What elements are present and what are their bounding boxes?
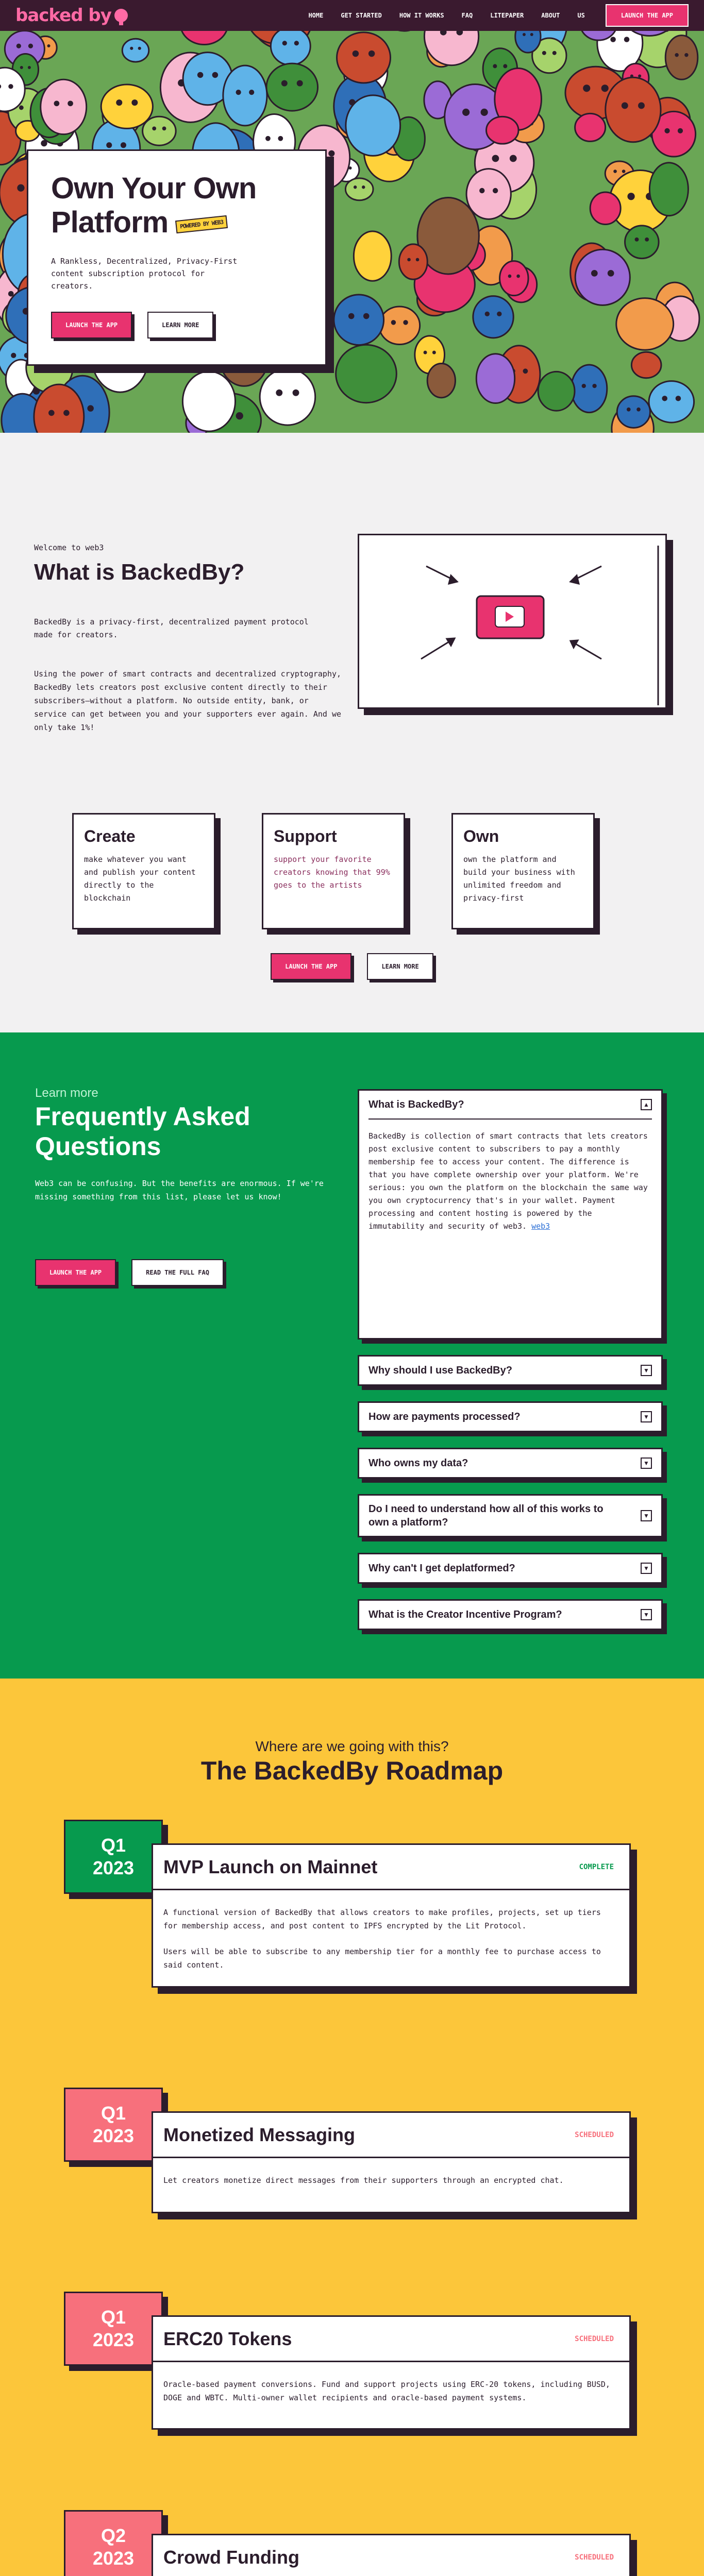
character-eye [19, 106, 24, 110]
quarter-badge [64, 2088, 163, 2162]
character-shape [271, 27, 310, 65]
character-shape [266, 63, 318, 111]
character-eye [608, 270, 614, 277]
milestone-title: Crowd Funding [163, 2546, 299, 2568]
feature-support [262, 813, 405, 929]
nav-home[interactable]: HOME [308, 12, 324, 19]
top-nav [0, 0, 704, 31]
about-section [0, 433, 704, 1032]
faq-item[interactable] [358, 1089, 663, 1340]
character-eye [106, 142, 112, 148]
character-eye [68, 100, 73, 106]
nav-get-started[interactable]: GET STARTED [341, 12, 382, 19]
character-shape [606, 77, 661, 142]
character-shape [575, 249, 630, 305]
character-shape [427, 364, 455, 398]
faq-answer-text: BackedBy is collection of smart contracts that lets creators post exclusive content to subscribers to pay a monthly membership fee to access your content. The difference is that you have complete ownership over your platform. We're serious: you own the platform on the blockchain the same way you own cryptocurrency that's in your wallet. Payment processing and content hosting is powered by the immutability and security of web3. [368, 1131, 648, 1231]
feature-create [72, 813, 215, 929]
faq-item[interactable] [358, 1494, 663, 1537]
milestone-text: A functional version of BackedBy that allows creators to make profiles, projects, set up tiers for membership access, and post content to IPFS encrypted by the Lit Protocol. [163, 1908, 601, 1930]
logo-text: backed by [15, 5, 111, 26]
character-eye [197, 72, 204, 78]
about-eyebrow: Welcome to web3 [34, 543, 104, 552]
character-eye [583, 84, 590, 92]
status-badge: SCHEDULED [575, 2130, 614, 2139]
year-label: 2023 [92, 2329, 135, 2350]
about-learn-more-button[interactable]: LEARN MORE [367, 953, 433, 980]
character-eye [493, 188, 498, 193]
milestone-card [152, 2534, 631, 2576]
character-eye [236, 90, 241, 95]
year-label: 2023 [92, 2548, 135, 2569]
milestone-title: MVP Launch on Mainnet [163, 1856, 378, 1877]
character-eye [462, 109, 470, 116]
milestone-text-2: Users will be able to subscribe to any membership tier for a monthly fee to purchase access to said content. [163, 1947, 601, 1970]
quarter-label: Q1 [100, 1835, 126, 1856]
hero-title [51, 172, 303, 240]
character-shape [616, 298, 674, 350]
feature-own [451, 813, 595, 929]
character-eye [503, 64, 507, 68]
character-shape [41, 79, 87, 134]
character-eye [684, 53, 689, 57]
character-eye [424, 351, 427, 354]
faq-item[interactable] [358, 1448, 663, 1479]
faq-question: Do I need to understand how all of this works to own a platform? [368, 1503, 604, 1528]
character-eye [552, 51, 557, 55]
web3-badge: POWERED BY WEB3 [175, 215, 228, 233]
feature-text: make whatever you want and publish your content directly to the blockchain [84, 855, 196, 903]
character-eye [20, 66, 23, 69]
character-eye [610, 37, 616, 42]
faq-launch-button[interactable]: LAUNCH THE APP [35, 1259, 116, 1286]
character-eye [276, 389, 282, 396]
faq-question: Why should I use BackedBy? [368, 1364, 512, 1376]
chevron-down-icon[interactable]: ▼ [641, 1458, 652, 1469]
character-shape [572, 365, 607, 413]
character-shape [466, 169, 511, 219]
character-eye [48, 410, 55, 416]
feature-text: own the platform and build your business with unlimited freedom and privacy-first [463, 855, 575, 903]
character-shape [334, 295, 384, 345]
faq-read-full-button[interactable]: READ THE FULL FAQ [131, 1259, 224, 1286]
character-shape [354, 231, 391, 281]
milestone-text: Let creators monetize direct messages from their supporters through an encrypted chat. [163, 2176, 564, 2185]
faq-item[interactable] [358, 1553, 663, 1584]
faq-eyebrow: Learn more [35, 1086, 98, 1100]
hero-section [0, 0, 704, 433]
status-badge: COMPLETE [579, 1862, 614, 1871]
character-eye [497, 312, 501, 316]
character-eye [63, 410, 70, 416]
milestone-text: Oracle-based payment conversions. Fund and support projects using ERC-20 tokens, including BUSD, DOGE and WBTC. Multi-owner wallet recipients and oracle-based payment systems. [163, 2380, 610, 2402]
chevron-down-icon[interactable]: ▼ [641, 1609, 652, 1620]
character-eye [638, 103, 645, 109]
character-shape [476, 354, 514, 403]
character-eye [627, 193, 634, 200]
quarter-badge [64, 1820, 163, 1894]
character-eye [8, 84, 13, 89]
character-eye [87, 405, 93, 411]
faq-question: How are payments processed? [368, 1411, 521, 1422]
character-shape [649, 163, 688, 216]
about-launch-button[interactable]: LAUNCH THE APP [271, 953, 351, 980]
character-eye [28, 66, 31, 69]
character-eye [368, 50, 375, 57]
character-eye [116, 99, 122, 106]
character-eye [121, 142, 126, 148]
milestone-card [152, 2315, 631, 2430]
character-eye [592, 384, 596, 388]
character-eye [353, 50, 359, 57]
milestone-title: ERC20 Tokens [163, 2328, 292, 2349]
character-eye [510, 155, 517, 162]
year-label: 2023 [92, 1857, 135, 1878]
character-eye [664, 128, 669, 133]
nav-about[interactable]: ABOUT [541, 12, 560, 19]
character-eye [236, 412, 243, 419]
character-shape [473, 296, 513, 338]
character-eye [328, 150, 334, 157]
character-eye [638, 74, 641, 77]
character-shape [625, 226, 659, 259]
character-eye [635, 238, 639, 242]
faq-question: Why can't I get deplatformed? [368, 1562, 515, 1574]
character-shape [223, 65, 267, 126]
character-eye [675, 53, 679, 57]
hero-learn-more-button[interactable]: LEARN MORE [147, 312, 213, 338]
faq-section [0, 1032, 704, 1679]
character-eye [362, 185, 365, 189]
character-eye [591, 270, 598, 277]
nav-litepaper[interactable]: LITEPAPER [490, 12, 524, 19]
character-eye [293, 389, 299, 396]
about-paragraph-1: BackedBy is a privacy-first, decentralized payment protocol made for creators. [34, 617, 309, 639]
character-eye [481, 109, 488, 116]
character-eye [622, 170, 626, 173]
character-eye [678, 128, 683, 133]
character-shape [182, 371, 235, 431]
character-eye [47, 44, 51, 47]
character-shape [399, 244, 427, 279]
roadmap-title: The BackedBy Roadmap [200, 1756, 504, 1785]
logo-icon [114, 9, 128, 22]
character-eye [645, 238, 649, 242]
hero-text: A Rankless, Decentralized, Privacy-First content subscription protocol for creators. [51, 257, 238, 291]
faq-question: Who owns my data? [368, 1457, 468, 1469]
character-eye [348, 313, 355, 319]
chevron-down-icon[interactable]: ▼ [641, 1365, 652, 1376]
character-eye [676, 396, 681, 401]
status-badge: SCHEDULED [575, 2553, 614, 2562]
milestone-card [152, 2111, 631, 2213]
quarter-label: Q1 [100, 2103, 126, 2124]
chevron-down-icon[interactable]: ▼ [641, 1510, 652, 1521]
roadmap-eyebrow: Where are we going with this? [255, 1738, 449, 1754]
logo[interactable] [15, 5, 128, 26]
character-eye [601, 84, 609, 92]
character-shape [337, 32, 391, 83]
character-eye [17, 184, 24, 192]
character-eye [297, 80, 303, 87]
status-badge: SCHEDULED [575, 2334, 614, 2343]
character-eye [278, 136, 283, 141]
nav-links [308, 12, 584, 19]
hero-launch-button[interactable]: LAUNCH THE APP [51, 312, 132, 338]
character-eye [479, 188, 484, 193]
faq-item[interactable] [358, 1599, 663, 1630]
character-eye [613, 170, 617, 173]
character-eye [582, 384, 586, 388]
character-shape [336, 345, 397, 402]
character-eye [542, 51, 546, 55]
character-eye [281, 80, 288, 87]
character-eye [523, 368, 528, 374]
milestone-card [152, 1843, 631, 1988]
character-eye [138, 47, 141, 50]
character-eye [622, 103, 628, 109]
hero-title-text: Own Your Own Platform [51, 172, 257, 239]
character-eye [130, 47, 133, 50]
character-shape [260, 369, 315, 426]
character-shape [122, 39, 148, 62]
character-eye [432, 351, 436, 354]
character-eye [282, 41, 287, 45]
faq-list [358, 1089, 663, 1646]
character-eye [523, 33, 526, 36]
about-paragraph-2: Using the power of smart contracts and decentralized cryptography, BackedBy lets creators post exclusive content directly to their subscribers—without a platform. No outside entity, bank, or service can get between you and your supporters ever again. And we only take 1%! [34, 669, 342, 732]
year-label: 2023 [92, 2125, 135, 2146]
character-eye [493, 64, 497, 68]
character-shape [617, 396, 650, 428]
character-eye [662, 396, 667, 401]
faq-question: What is BackedBy? [368, 1098, 464, 1110]
faq-title: Frequently Asked Questions [35, 1102, 250, 1161]
chevron-down-icon[interactable]: ▼ [641, 1563, 652, 1574]
faq-question: What is the Creator Incentive Program? [368, 1608, 562, 1620]
faq-item[interactable] [358, 1401, 663, 1432]
youtube-arrows-icon [359, 535, 665, 707]
about-title: What is BackedBy? [34, 560, 245, 585]
character-shape [500, 261, 529, 296]
roadmap-section [0, 1679, 704, 2576]
feature-title: Support [274, 827, 337, 845]
character-shape [665, 36, 698, 80]
character-eye [152, 127, 156, 131]
character-shape [101, 84, 153, 128]
character-shape [649, 381, 694, 422]
feature-text: support your favorite creators knowing that 99% goes to the artists [274, 855, 390, 890]
faq-answer [368, 1118, 652, 1248]
character-eye [131, 99, 138, 106]
character-eye [212, 72, 219, 78]
character-shape [538, 371, 575, 411]
character-shape [345, 178, 373, 200]
character-eye [492, 155, 499, 162]
faq-answer-link[interactable]: web3 [531, 1222, 550, 1231]
quarter-label: Q1 [100, 2307, 126, 2328]
character-eye [162, 127, 166, 131]
character-eye [16, 44, 21, 48]
character-eye [11, 353, 16, 358]
character-eye [249, 90, 254, 95]
chevron-down-icon[interactable]: ▼ [641, 1411, 652, 1422]
quarter-badge [64, 2292, 163, 2366]
character-shape [346, 95, 400, 156]
character-eye [265, 136, 271, 141]
nav-launch-button[interactable]: LAUNCH THE APP [606, 4, 689, 27]
nav-us[interactable]: US [577, 12, 585, 19]
faq-intro: Web3 can be confusing. But the benefits are enormous. If we're missing something from this list, please let us know! [35, 1179, 324, 1201]
quarter-badge [64, 2510, 163, 2576]
character-eye [485, 312, 490, 316]
faq-item[interactable] [358, 1355, 663, 1386]
character-shape [487, 116, 518, 144]
character-shape [590, 192, 621, 225]
feature-title: Own [463, 827, 499, 845]
character-eye [407, 258, 411, 262]
quarter-label: Q2 [100, 2525, 126, 2546]
character-shape [143, 116, 176, 145]
character-eye [403, 320, 408, 325]
character-eye [391, 320, 396, 325]
feature-title: Create [84, 827, 136, 845]
nav-faq[interactable]: FAQ [461, 12, 473, 19]
about-illustration [358, 534, 667, 709]
character-eye [624, 37, 630, 42]
character-shape [379, 307, 420, 344]
character-eye [636, 408, 641, 412]
character-eye [54, 100, 60, 106]
character-eye [508, 275, 512, 278]
character-eye [530, 33, 533, 36]
character-eye [354, 185, 357, 189]
character-eye [363, 313, 370, 319]
character-eye [294, 41, 299, 45]
character-eye [28, 44, 33, 48]
character-eye [416, 258, 420, 262]
character-eye [516, 275, 520, 278]
hero-card [27, 149, 327, 366]
character-eye [627, 408, 631, 412]
milestone-title: Monetized Messaging [163, 2124, 356, 2145]
chevron-up-icon[interactable]: ▲ [641, 1099, 652, 1110]
character-shape [631, 352, 661, 378]
nav-how-it-works[interactable]: HOW IT WORKS [399, 12, 444, 19]
character-shape [575, 113, 606, 141]
